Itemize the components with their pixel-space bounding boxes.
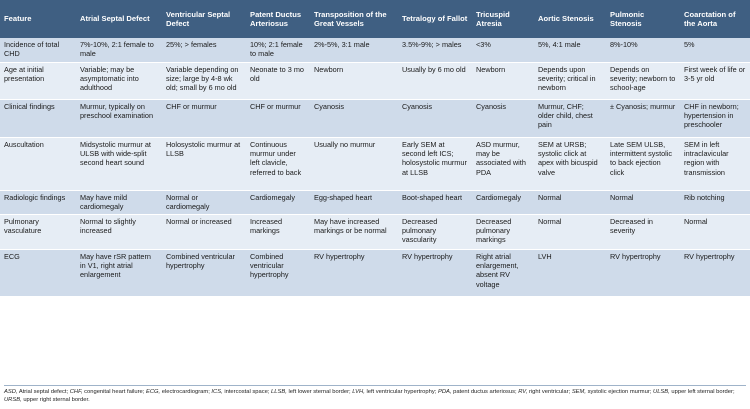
abbreviation-definition: left ventricular hypertrophy; xyxy=(364,389,438,395)
table-cell: Newborn xyxy=(472,62,534,99)
table-cell: Normal xyxy=(606,190,680,214)
table-cell: LVH xyxy=(534,249,606,296)
table-cell: 25%; > females xyxy=(162,38,246,62)
table-cell: May have mild cardiomegaly xyxy=(76,190,162,214)
row-label: Age at initial presentation xyxy=(0,62,76,99)
table-row xyxy=(0,190,750,214)
table-cell: Midsystolic murmur at ULSB with wide-split second heart sound xyxy=(76,137,162,190)
abbreviation: ICS, xyxy=(211,389,223,395)
table-cell: Cyanosis xyxy=(472,99,534,137)
table-cell: Right atrial enlargement, absent RV voltage xyxy=(472,249,534,296)
column-header: Patent Ductus Arteriosus xyxy=(246,0,310,38)
table-cell: <3% xyxy=(472,38,534,62)
table-row xyxy=(0,62,750,99)
table-row xyxy=(0,38,750,62)
table-cell: 5% xyxy=(680,38,750,62)
table-cell: ASD murmur, may be associated with PDA xyxy=(472,137,534,190)
table-cell: Variable; may be asymptomatic into adulthood xyxy=(76,62,162,99)
table-cell: CHF or murmur xyxy=(162,99,246,137)
abbreviation-definition: right ventricular; xyxy=(527,389,572,395)
abbreviation: RV, xyxy=(518,389,528,395)
table-row xyxy=(0,137,750,190)
row-label: Pulmonary vasculature xyxy=(0,214,76,249)
table-cell: Newborn xyxy=(310,62,398,99)
abbreviation-definition: intercostal space; xyxy=(222,389,272,395)
table-cell: Cyanosis xyxy=(398,99,472,137)
table-cell: CHF in newborn; hypertension in preschooler xyxy=(680,99,750,137)
table-cell: RV hypertrophy xyxy=(680,249,750,296)
table-cell: 3.5%-9%; > males xyxy=(398,38,472,62)
abbreviation: PDA, xyxy=(437,389,452,395)
row-label: Radiologic findings xyxy=(0,190,76,214)
abbreviation-definition: left lower sternal border; xyxy=(286,389,353,395)
column-header: Feature xyxy=(0,0,76,38)
abbreviation: ECG, xyxy=(146,389,161,395)
abbreviation: ULSB, xyxy=(653,389,670,395)
table-cell: Depends upon severity; critical in newborn xyxy=(534,62,606,99)
table-cell: Depends on severity; newborn to school-age xyxy=(606,62,680,99)
table-cell: Cardiomegaly xyxy=(472,190,534,214)
table-cell: First week of life or 3-5 yr old xyxy=(680,62,750,99)
table-cell: Normal or cardiomegaly xyxy=(162,190,246,214)
column-header: Pulmonic Stenosis xyxy=(606,0,680,38)
table-cell: SEM in left intraclavicular region with transmission xyxy=(680,137,750,190)
table-cell: Usually by 6 mo old xyxy=(398,62,472,99)
table-cell: Decreased pulmonary markings xyxy=(472,214,534,249)
column-header: Ventricular Septal Defect xyxy=(162,0,246,38)
row-label: Auscultation xyxy=(0,137,76,190)
abbreviation: LLSB, xyxy=(271,389,287,395)
abbreviation-definition: Atrial septal defect; xyxy=(17,389,70,395)
column-header: Atrial Septal Defect xyxy=(76,0,162,38)
table-cell: Increased markings xyxy=(246,214,310,249)
table-cell: RV hypertrophy xyxy=(606,249,680,296)
abbreviations-footnote xyxy=(4,385,746,404)
table-row xyxy=(0,249,750,296)
table-cell: Cyanosis xyxy=(310,99,398,137)
table-cell: RV hypertrophy xyxy=(310,249,398,296)
table-cell: Neonate to 3 mo old xyxy=(246,62,310,99)
abbreviation-definition: upper left sternal border; xyxy=(669,389,735,395)
abbreviation: URSB, xyxy=(4,397,22,404)
column-header: Aortic Stenosis xyxy=(534,0,606,38)
column-header: Tricuspid Atresia xyxy=(472,0,534,38)
table-cell: 10%; 2:1 female to male xyxy=(246,38,310,62)
table-cell: 5%, 4:1 male xyxy=(534,38,606,62)
table-cell: Normal xyxy=(534,190,606,214)
abbreviation: LVH, xyxy=(352,389,365,395)
table-cell: Normal or increased xyxy=(162,214,246,249)
table-cell: Variable depending on size; large by 4-8 wk old; small by 6 mo old xyxy=(162,62,246,99)
column-header: Transposition of the Great Vessels xyxy=(310,0,398,38)
table-cell: SEM at URSB; systolic click at apex with bicuspid valve xyxy=(534,137,606,190)
table-cell: Decreased pulmonary vascularity xyxy=(398,214,472,249)
table-cell: Rib notching xyxy=(680,190,750,214)
table-cell: RV hypertrophy xyxy=(398,249,472,296)
table-cell: Combined ventricular hypertrophy xyxy=(162,249,246,296)
abbreviation: ASD, xyxy=(4,389,18,395)
column-header: Tetralogy of Fallot xyxy=(398,0,472,38)
abbreviation-definition: patent ductus arteriosus; xyxy=(451,389,519,395)
table-cell: Decreased in severity xyxy=(606,214,680,249)
table-cell: May have increased markings or be normal xyxy=(310,214,398,249)
table-cell: CHF or murmur xyxy=(246,99,310,137)
table-cell: May have rSR pattern in V1, right atrial enlargement xyxy=(76,249,162,296)
table-cell: Combined ventricular hypertrophy xyxy=(246,249,310,296)
table-cell: 7%-10%, 2:1 female to male xyxy=(76,38,162,62)
table-cell: 2%-5%, 3:1 male xyxy=(310,38,398,62)
table-cell: Cardiomegaly xyxy=(246,190,310,214)
abbreviation: SEM, xyxy=(571,389,586,395)
table-row xyxy=(0,99,750,137)
table-header xyxy=(0,0,750,38)
abbreviation-definition: electrocardiogram; xyxy=(160,389,212,395)
table-row xyxy=(0,214,750,249)
row-label: Incidence of total CHD xyxy=(0,38,76,62)
table-cell: Normal xyxy=(680,214,750,249)
table-cell: Boot-shaped heart xyxy=(398,190,472,214)
table-cell: Early SEM at second left ICS; holosystolic murmur at LLSB xyxy=(398,137,472,190)
table-cell: Egg-shaped heart xyxy=(310,190,398,214)
table-cell: ± Cyanosis; murmur xyxy=(606,99,680,137)
table-cell: Murmur, typically on preschool examination xyxy=(76,99,162,137)
table-cell: Continuous murmur under left clavicle, referred to back xyxy=(246,137,310,190)
table-cell: Holosystolic murmur at LLSB xyxy=(162,137,246,190)
column-header: Coarctation of the Aorta xyxy=(680,0,750,38)
table-cell: 8%-10% xyxy=(606,38,680,62)
table-body xyxy=(0,38,750,296)
abbreviation-definition: systolic ejection murmur; xyxy=(586,389,654,395)
table-cell: Normal to slightly increased xyxy=(76,214,162,249)
abbreviation-definition: congenital heart failure; xyxy=(82,389,146,395)
abbreviation-definition: upper right sternal border. xyxy=(21,397,90,404)
header-row xyxy=(0,0,750,38)
table-cell: Late SEM ULSB, intermittent systolic to back ejection click xyxy=(606,137,680,190)
table-cell: Normal xyxy=(534,214,606,249)
row-label: Clinical findings xyxy=(0,99,76,137)
row-label: ECG xyxy=(0,249,76,296)
table-cell: Usually no murmur xyxy=(310,137,398,190)
table-cell: Murmur, CHF; older child, chest pain xyxy=(534,99,606,137)
abbreviation: CHF, xyxy=(69,389,83,395)
